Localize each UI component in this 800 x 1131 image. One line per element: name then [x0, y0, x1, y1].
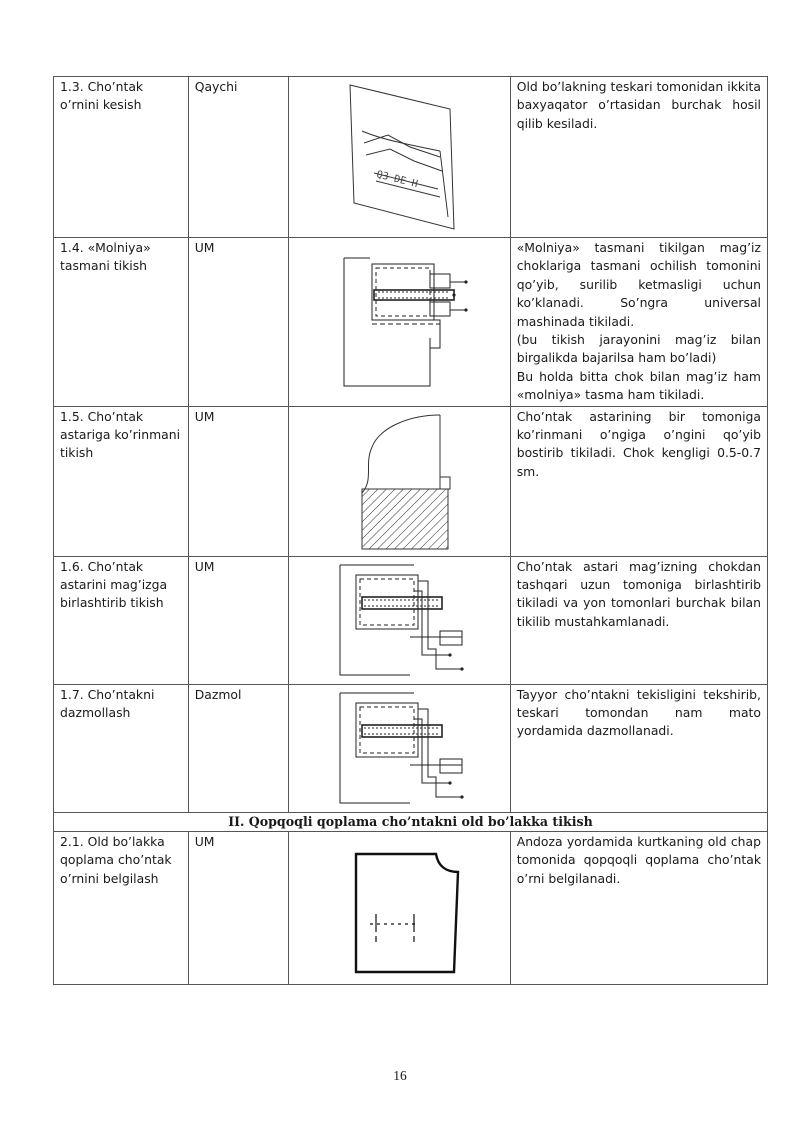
description-text: «Molniya» tasmani tikilgan mag’iz choklariga tasmani ochilish tomonini qo’yib, surilib ketmasligi uchun ko’klanadi. So’ngra universal mashinada tikiladi. [516, 240, 761, 329]
description-cell [510, 238, 767, 407]
operation-cell: 1.5. Cho’ntak astariga ko’rinmani tikish [54, 406, 189, 556]
figure-cell [288, 832, 510, 985]
description-cell: Cho’ntak astari mag’izning chokdan tashqari uzun tomoniga birlashtirib tikiladi va yon tomonlari burchak bilan tikilib mustahkamlanadi. [510, 556, 767, 684]
description-cell: Tayyor cho’ntakni tekisligini tekshirib, teskari tomondan nam mato yordamida dazmollanadi. [510, 684, 767, 812]
tool-cell: UM [188, 406, 288, 556]
sketch-label: Q3 DE H [375, 169, 420, 191]
description-note: (bu tikish jarayonini mag’iz bilan birgalikda bajarilsa ham bo’ladi) [516, 332, 761, 366]
description-note: Bu holda bitta chok bilan mag’iz ham «molniya» tasma ham tikiladi. [516, 368, 761, 403]
zipper-seam-diagram [290, 238, 508, 402]
operations-table [53, 76, 768, 985]
operation-cell: 1.6. Cho’ntak astarini mag’izga birlashtirib tikish [54, 556, 189, 684]
table-row [54, 238, 768, 407]
table-row [54, 406, 768, 556]
figure-cell [288, 238, 510, 407]
table-row [54, 684, 768, 812]
pocket-lining-sketch [290, 407, 508, 554]
table-row [54, 556, 768, 684]
tool-cell: Qaychi [188, 77, 288, 238]
section-title: II. Qopqoqli qoplama cho’ntakni old bo’lakka tikish [54, 812, 768, 831]
tool-cell: UM [188, 556, 288, 684]
pocket-cut-sketch [290, 77, 508, 235]
operation-cell: 1.3. Cho’ntak o’rnini kesish [54, 77, 189, 238]
operation-cell: 1.4. «Molniya» tasmani tikish [54, 238, 189, 407]
figure-cell [288, 77, 510, 238]
table-row [54, 77, 768, 238]
tool-cell: Dazmol [188, 684, 288, 812]
tool-cell: UM [188, 238, 288, 407]
ironing-diagram [290, 685, 508, 810]
operation-cell: 1.7. Cho’ntakni dazmollash [54, 684, 189, 812]
tool-cell: UM [188, 832, 288, 985]
figure-cell [288, 556, 510, 684]
section-row [54, 812, 768, 831]
lining-join-diagram [290, 557, 508, 682]
description-cell: Old bo’lakning teskari tomonidan ikkita baxyaqator o’rtasidan burchak hosil qilib kesiladi. [510, 77, 767, 238]
figure-cell [288, 406, 510, 556]
table-row [54, 832, 768, 985]
figure-cell [288, 684, 510, 812]
front-panel-marking [290, 832, 508, 982]
description-cell: Andoza yordamida kurtkaning old chap tomonida qopqoqli qoplama cho’ntak o’rni belgilanadi. [510, 832, 767, 985]
operation-cell: 2.1. Old bo’lakka qoplama cho’ntak o’rnini belgilash [54, 832, 189, 985]
page-number: 16 [393, 1068, 407, 1083]
description-cell: Cho’ntak astarining bir tomoniga ko’rinmani o’ngiga o’ngini qo’yib bostirib tikiladi. Chok kengligi 0.5-0.7 sm. [510, 406, 767, 556]
